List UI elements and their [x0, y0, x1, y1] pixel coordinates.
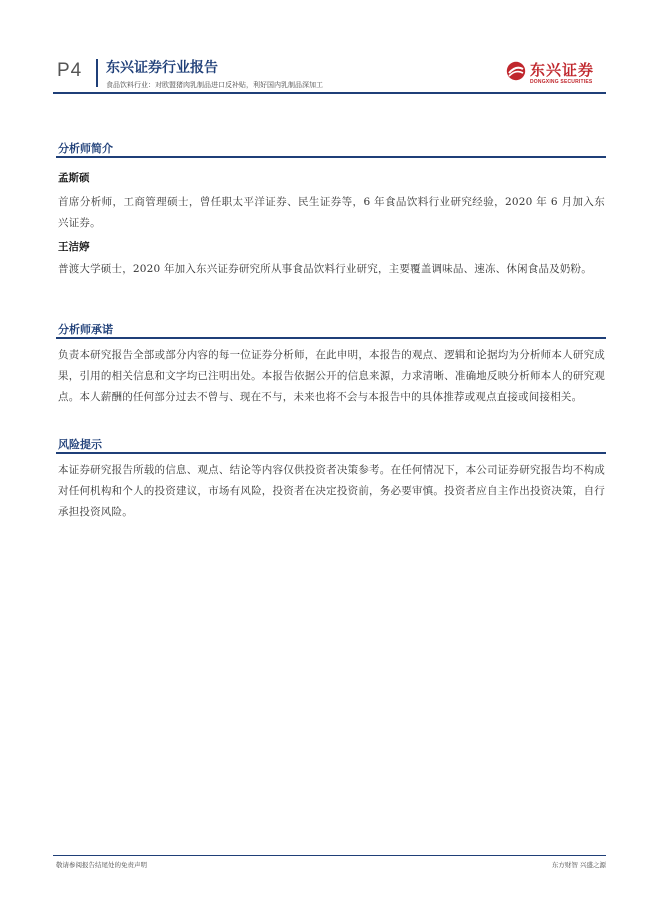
- footer-slogan: 东方财智 兴盛之源: [551, 861, 606, 869]
- risk-text: 本证券研究报告所载的信息、观点、结论等内容仅供投资者决策参考。在任何情况下，本公司证券研究报告均不构成对任何机构和个人的投资建议，市场有风险，投资者在决定投资前，务必要审慎。投资者应自主作出投资决策，自行承担投资风险。: [58, 464, 605, 518]
- logo-text-cn: 东兴证券: [530, 61, 595, 79]
- footer-rule: [53, 855, 606, 856]
- logo-text-en: DONGXING SECURITIES: [530, 79, 593, 85]
- report-title: 东兴证券行业报告: [106, 60, 218, 76]
- analyst-name: 孟斯硕: [58, 172, 90, 184]
- logo-mark-icon: [506, 61, 526, 81]
- header-rule: [53, 92, 606, 94]
- section-title: 分析师承诺: [58, 323, 113, 336]
- analyst-bio: 首席分析师，工商管理硕士，曾任职太平洋证券、民生证券等，6 年食品饮料行业研究经验，2020 年 6 月加入东兴证券。: [58, 196, 605, 229]
- section-rule: [56, 156, 606, 158]
- analyst-name: 王洁婷: [58, 241, 90, 253]
- report-header: [53, 56, 606, 92]
- analyst-bio: 普渡大学硕士，2020 年加入东兴证券研究所从事食品饮料行业研究，主要覆盖调味品、速冻、休闲食品及奶粉。: [58, 263, 592, 275]
- section-rule: [56, 452, 606, 454]
- commitment-text: 负责本研究报告全部或部分内容的每一位证券分析师，在此申明，本报告的观点、逻辑和论据均为分析师本人研究成果，引用的相关信息和文字均已注明出处。本报告依据公开的信息来源，力求清晰、准确地反映分析师本人的研究观点。本人薪酬的任何部分过去不曾与、现在不与，未来也将不会与本报告中的具体推荐或观点直接或间接相关。: [58, 349, 605, 403]
- header-divider: [96, 59, 98, 87]
- report-subtitle: 食品饮料行业：对欧盟猪肉乳制品进口反补贴，利好国内乳制品深加工: [106, 81, 323, 89]
- footer-disclaimer-note: 敬请参阅报告结尾处的免责声明: [56, 861, 147, 869]
- dongxing-logo: [506, 58, 606, 88]
- page-number: P4: [57, 60, 83, 81]
- section-analyst-intro-heading: [56, 138, 606, 158]
- section-commitment-heading: [56, 319, 606, 339]
- section-risk-heading: [56, 434, 606, 454]
- section-rule: [56, 337, 606, 339]
- section-title: 风险提示: [58, 438, 102, 451]
- section-title: 分析师简介: [58, 142, 113, 155]
